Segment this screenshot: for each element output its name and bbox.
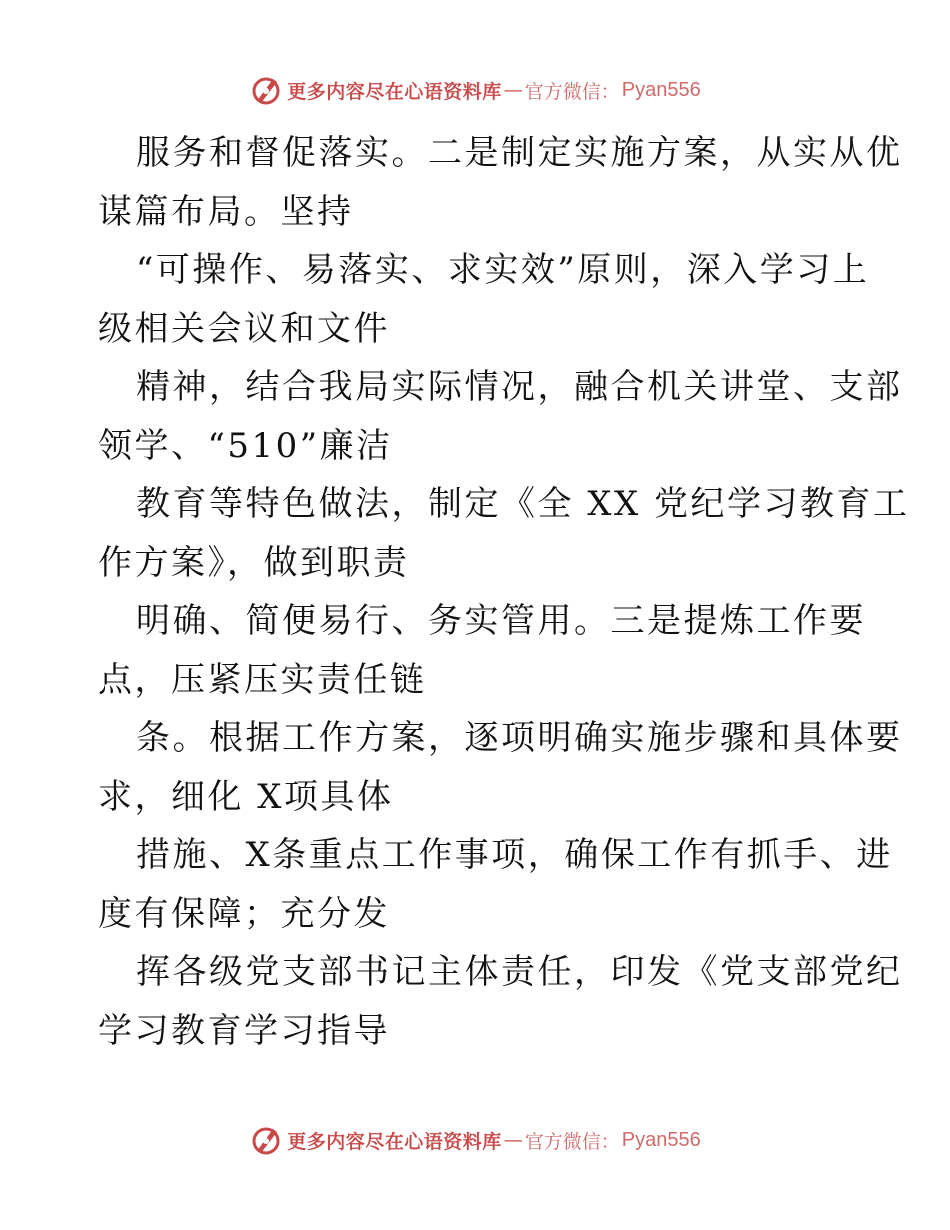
watermark-brand: 更多内容尽在心语资料库 — [287, 1130, 502, 1153]
watermark-brand: 更多内容尽在心语资料库 — [287, 80, 502, 103]
text-line: 作方案》，做到职责 — [98, 542, 410, 583]
text-line: 级相关会议和文件 — [98, 308, 390, 349]
header-watermark — [0, 70, 950, 110]
text-line: 谋篇布局。坚持 — [98, 191, 354, 232]
watermark-official: 官方微信： — [524, 1130, 620, 1153]
text-line: 条。根据工作方案，逐项明确实施步骤和具体要 — [136, 718, 903, 758]
text-line: 明确、简便易行、务实管用。三是提炼工作要 — [136, 601, 866, 641]
quill-logo-icon — [249, 73, 283, 107]
text-line: 教育等特色做法，制定《全 XX 党纪学习教育工 — [136, 484, 910, 524]
text-line: 服务和督促落实。二是制定实施方案，从实从优 — [136, 133, 903, 173]
text-line: 领学、“510”廉洁 — [98, 425, 393, 466]
text-line: “可操作、易落实、求实效”原则，深入学习上 — [136, 250, 870, 290]
text-line: 点，压紧压实责任链 — [98, 659, 427, 700]
watermark-official: 官方微信： — [524, 80, 620, 103]
watermark-wechat-id: Pyan556 — [621, 78, 701, 101]
document-body — [98, 124, 910, 1060]
footer-watermark — [0, 1120, 950, 1160]
watermark-dash: — — [503, 79, 523, 101]
text-line: 措施、X条重点工作事项，确保工作有抓手、进 — [136, 835, 893, 875]
text-line: 学习教育学习指导 — [98, 1010, 390, 1051]
text-line: 度有保障；充分发 — [98, 893, 390, 934]
text-line: 挥各级党支部书记主体责任，印发《党支部党纪 — [136, 952, 903, 992]
text-line: 精神，结合我局实际情况，融合机关讲堂、支部 — [136, 367, 903, 407]
watermark-dash: — — [503, 1129, 523, 1151]
quill-logo-icon — [249, 1123, 283, 1157]
text-line: 求，细化 X项具体 — [98, 776, 394, 817]
watermark-wechat-id: Pyan556 — [621, 1128, 701, 1151]
